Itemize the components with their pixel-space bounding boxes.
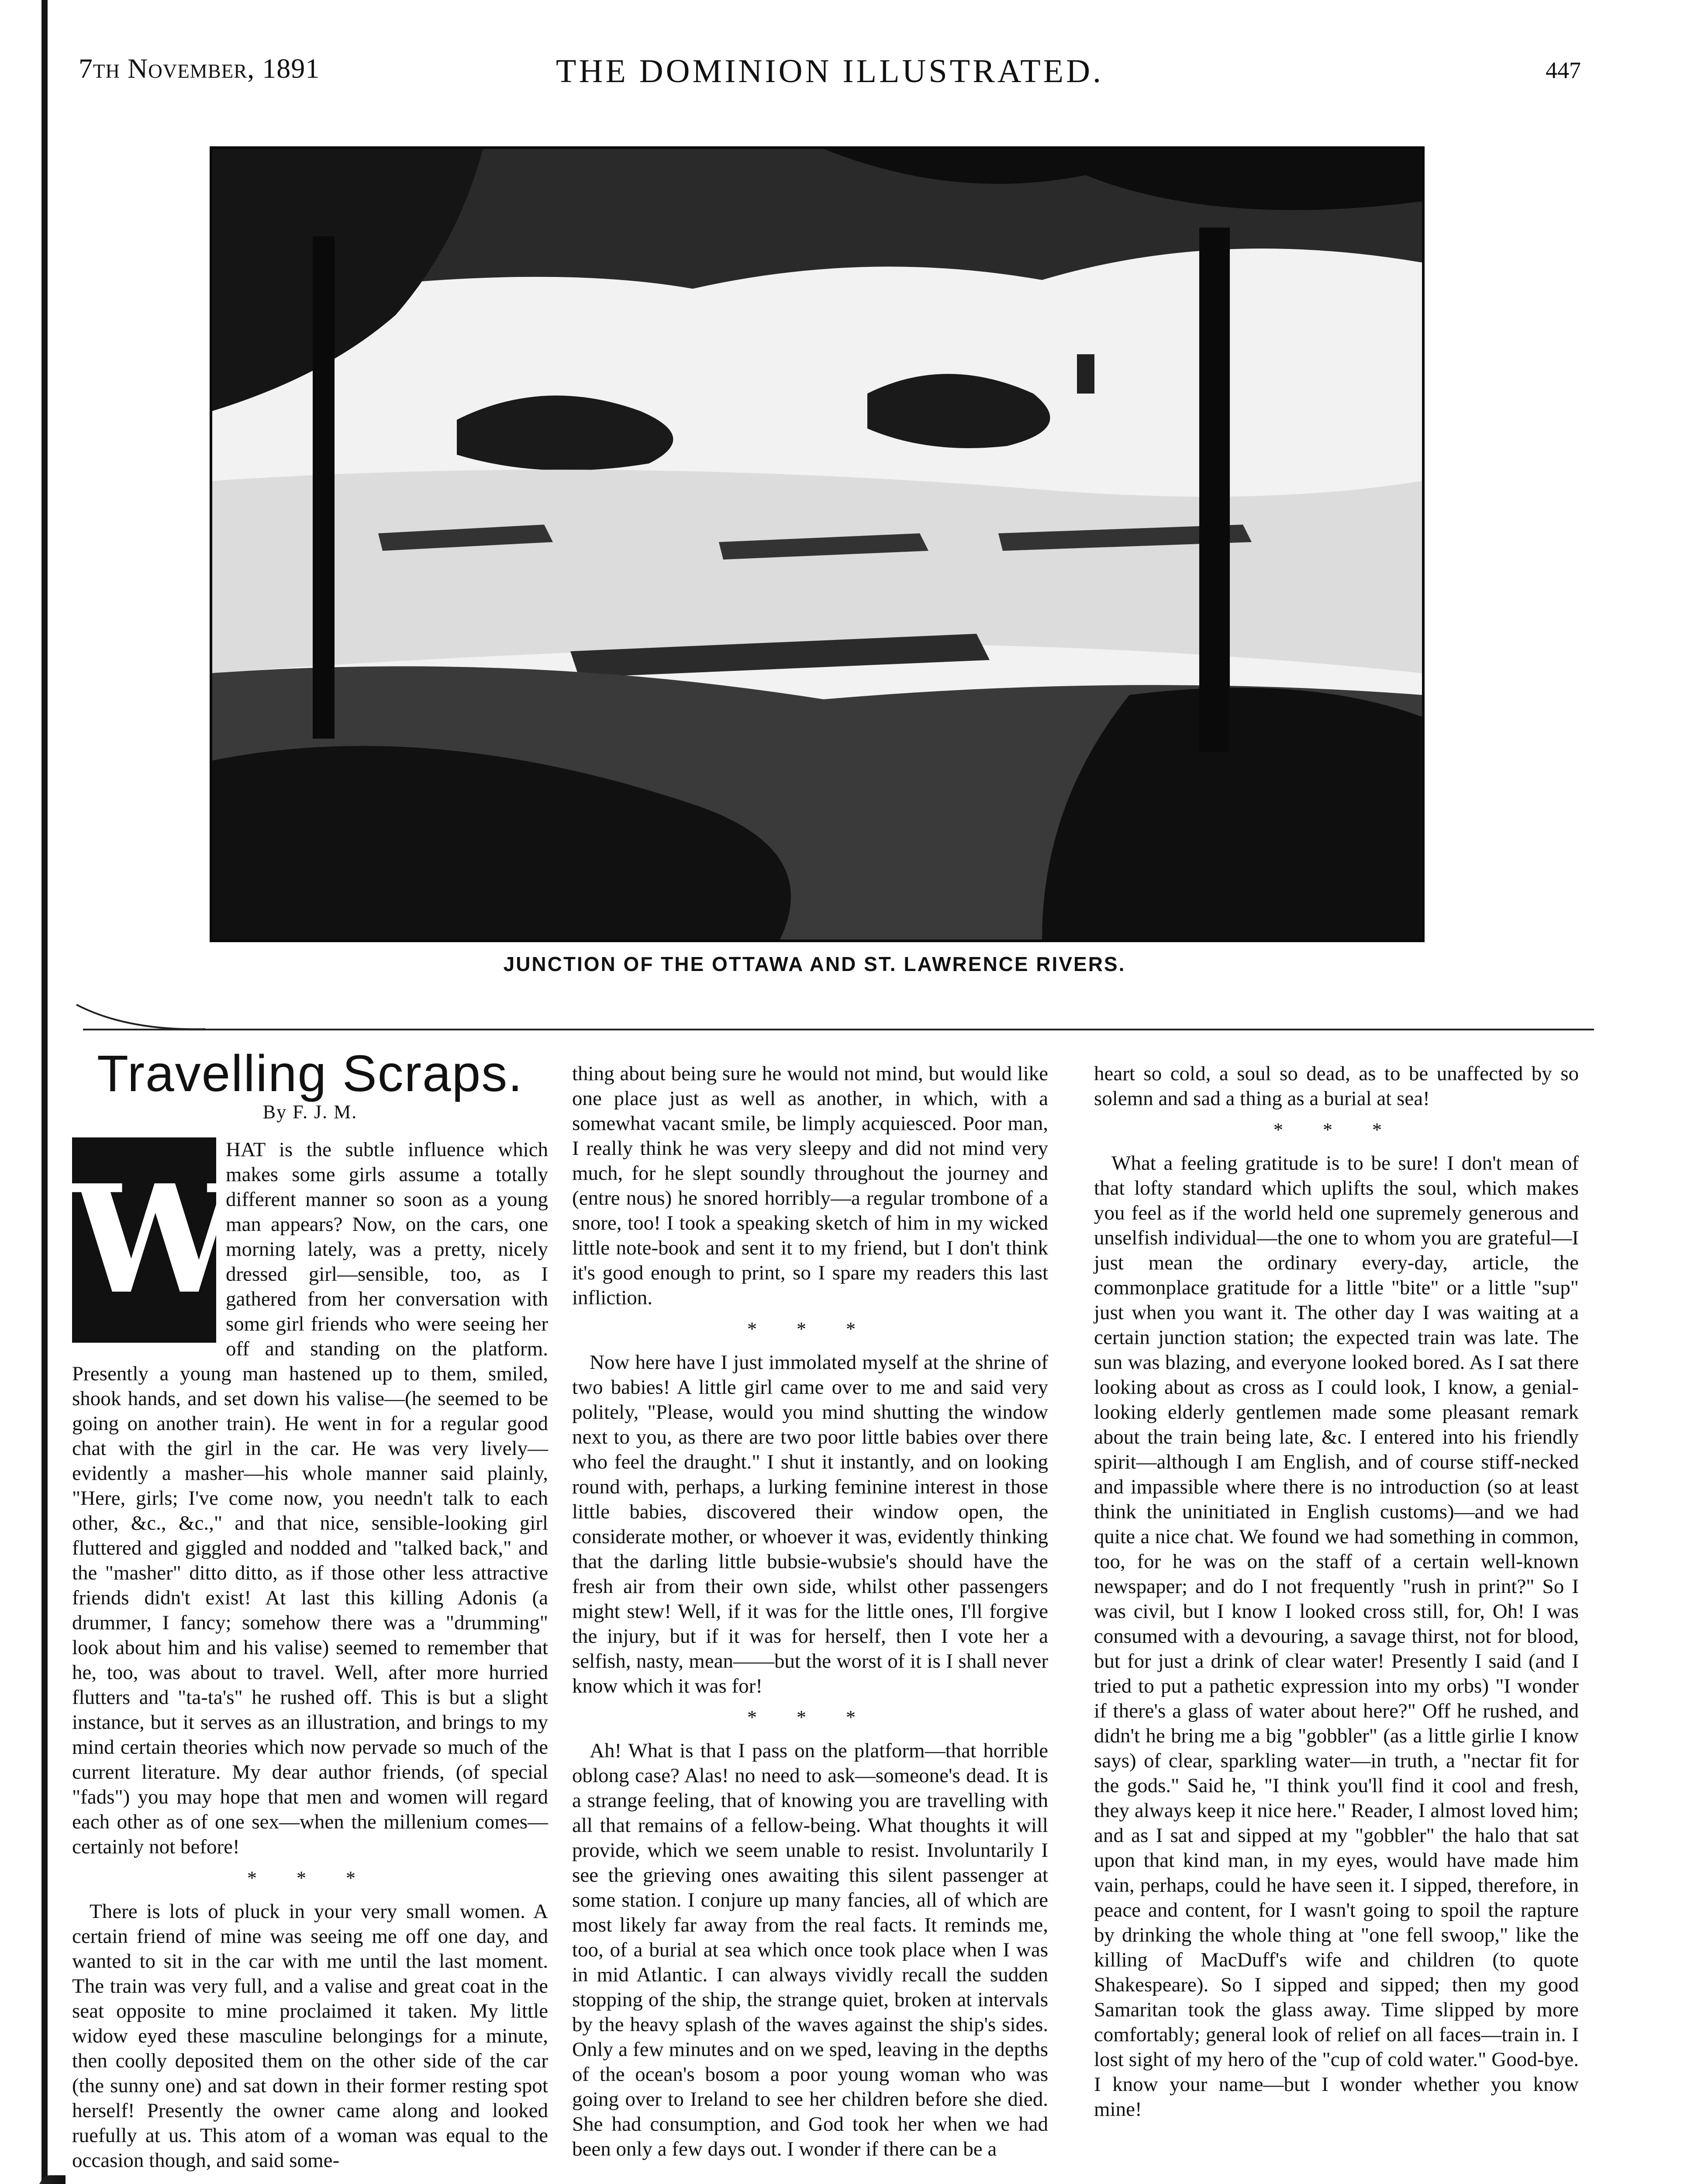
- section-separator: * * *: [747, 1707, 873, 1728]
- paragraph: heart so cold, a soul so dead, as to be unaffected by so solemn and sad a thing as a burial at sea!: [1094, 1062, 1579, 1110]
- illustration-caption: JUNCTION OF THE OTTAWA AND ST. LAWRENCE RIVERS.: [503, 953, 1126, 975]
- section-separator: * * *: [747, 1318, 873, 1340]
- article-byline: By F. J. M.: [262, 1101, 358, 1123]
- section-rule: [83, 1029, 1594, 1030]
- paragraph: thing about being sure he would not mind, but would like one place just as well as another, in which, with a somewhat vacant smile, be limply acquiesced. Poor man, I really think he was very sleepy and did not mind very much, for he slept soundly throughout the journey and (entre nous) he snored horribly—a regular trombone of a snore, too! I took a speaking sketch of him in my wicked little note-book and sent it to my friend, but I don't think it's good enough to print, so I spare my readers this last infliction.: [572, 1062, 1048, 1309]
- section-separator: * * *: [1273, 1119, 1399, 1140]
- paragraph: Ah! What is that I pass on the platform—that horrible oblong case? Alas! no need to ask—someone's dead. It is a strange feeling, that of knowing you are travelling with all that remains of a fellow-being. What thoughts it will provide, which we seem unable to resist. Involuntarily I see the grieving ones awaiting this silent passenger at some station. I conjure up many fancies, all of which are most likely far away from the real facts. It reminds me, too, of a burial at sea which once took place when I was in mid Atlantic. I can always vividly recall the sudden stopping of the ship, the strange quiet, broken at intervals by the heavy splash of the waves against the ship's sides. Only a few minutes and on we sped, leaving in the depths of the ocean's bosom a poor young woman who was going over to Ireland to see her children before she died. She had consumption, and God took her when we had been only a few days out. I wonder if there can be a: [572, 1739, 1048, 2160]
- paragraph: What a feeling gratitude is to be sure! I don't mean of that lofty standard which uplifts the soul, which makes you feel as if the world held one supremely generous and unselfish individual—the one to whom you are grateful—I just mean the ordinary every-day, article, the commonplace gratitude for a little "bite" or a little "sup" just when you want it. The other day I was waiting at a certain junction station; the expected train was late. The sun was blazing, and everyone looked bored. As I sat there looking about as cross as I could look, I know, a genial-looking elderly gentlemen made some pleasant remark about the train being late, &c. I entered into his friendly spirit—although I am English, and of course stiff-necked and impassible where there is no introduction (so at least think the uninitiated in English customs)—and we had quite a nice chat. We found we had something in common, too, for he was on the staff of a certain well-known newspaper; and do I not frequently "rush in print?" So I was civil, but I know I looked cross still, for, Oh! I was consumed with a devouring, a savage thirst, not for blood, but for just a drink of clear water! Presently I said (and I tried to put a pathetic expression into my orbs) "I wonder if there's a glass of water about here?" Off he rushed, and didn't he bring me a big "gobbler" (as a little girlie I know says) of clear, sparkling water—in truth, a "nectar fit for the gods." Said he, "I think you'll find it cool and fresh, they always keep it nice here." Reader, I almost loved him; and as I sat and sipped at my "gobbler" the halo that sat upon that kind man, in my eyes, would have made him vain, perhaps, could he have seen it. I sipped, therefore, in peace and content, for I wasn't going to spoil the rapture by drinking the whole thing at "one fell swoop," like the killing of MacDuff's wife and children (to quote Shakespeare). So I sipped and sipped; then my good Samaritan took the glass away. Time slipped by more comfortably; general look of relief on all faces—train in. I lost sight of my hero of the "cup of cold water." Good-bye. I know your name—but I wonder whether you know mine!: [1094, 1152, 1579, 2121]
- article-title: Travelling Scraps.: [97, 1045, 523, 1102]
- river-engraving: [210, 146, 1425, 942]
- publication-title: THE DOMINION ILLUSTRATED.: [556, 53, 1104, 90]
- article-column-3: [1094, 1061, 1579, 2125]
- tree-trunk-right: [1199, 228, 1230, 752]
- tree-trunk-left: [313, 236, 335, 739]
- paragraph: Now here have I just immolated myself at the shrine of two babies! A little girl came over to me and said very politely, "Please, would you mind shutting the window next to you, as there are two poor little babies over there who feel the draught." I shut it instantly, and on looking round with, perhaps, a lurking feminine interest in those little babies, discovered their window open, the considerate mother, or whoever it was, evidently thinking that the darling little bubsie-wubsie's should have the fresh air from their own side, whilst other passengers might stew! Well, if it was for the little ones, I'll forgive the injury, but if it was for herself, then I vote her a selfish, nasty, mean——but the worst of it is I shall never know which it was for!: [572, 1351, 1048, 1697]
- page-binding-edge: [41, 0, 48, 2184]
- page-curl-shadow: [26, 2175, 66, 2184]
- lighthouse: [1077, 354, 1094, 394]
- river-scene-drawing: [212, 149, 1422, 940]
- paragraph: There is lots of pluck in your very small women. A certain friend of mine was seeing me off one day, and wanted to sit in the car with me until the last moment. The train was very full, and a valise and great coat in the seat opposite to mine proclaimed it taken. My little widow eyed these masculine belongings for a minute, then coolly deposited them on the other side of the car (the sunny one) and sat down in their former resting spot herself! Presently the owner came along and looked ruefully at us. This atom of a woman was equal to the occasion though, and said some-: [72, 1900, 548, 2172]
- article-column-2: [572, 1061, 1048, 2165]
- section-separator: * * *: [247, 1867, 373, 1889]
- article-column-1: [72, 1045, 548, 2177]
- drop-cap-letter: W: [72, 1137, 216, 1343]
- paragraph: HAT is the subtle influence which makes some girls assume a totally different manner so soon as a young man appears? Now, on the cars, one morning lately, was a pretty, nicely dressed girl—sensible, too, as I gathered from her conversation with some girl friends who were seeing her off and standing on the platform. Presently a young man hastened up to them, smiled, shook hands, and set down his valise—(he seemed to be going on another train). He went in for a regular good chat with the girl in the car. He was very lively—evidently a masher—his whole manner said plainly, "Here, girls; I've come now, you needn't talk to each other, &c., &c.," and that nice, sensible-looking girl fluttered and giggled and nodded and "talked back," and the "masher" ditto ditto, as if those other less attractive friends didn't exist! At last this killing Adonis (a drummer, I fancy; somehow there was a "drumming" look about him and his valise) seemed to remember that he, too, was about to travel. Well, after more hurried flutters and "ta-ta's" he rushed off. This is but a slight instance, but it serves as an illustration, and brings to my mind certain theories which now pervade so much of the current literature. My dear author friends, (of special "fads") you may hope that men and women will regard each other as of one sex—when the millenium comes—certainly not before!: [72, 1138, 548, 1858]
- page-number: 447: [1546, 57, 1581, 83]
- issue-date: 7th November, 1891: [79, 53, 320, 84]
- running-head: [79, 52, 1581, 105]
- ornamental-rule-flourish: [74, 1000, 205, 1031]
